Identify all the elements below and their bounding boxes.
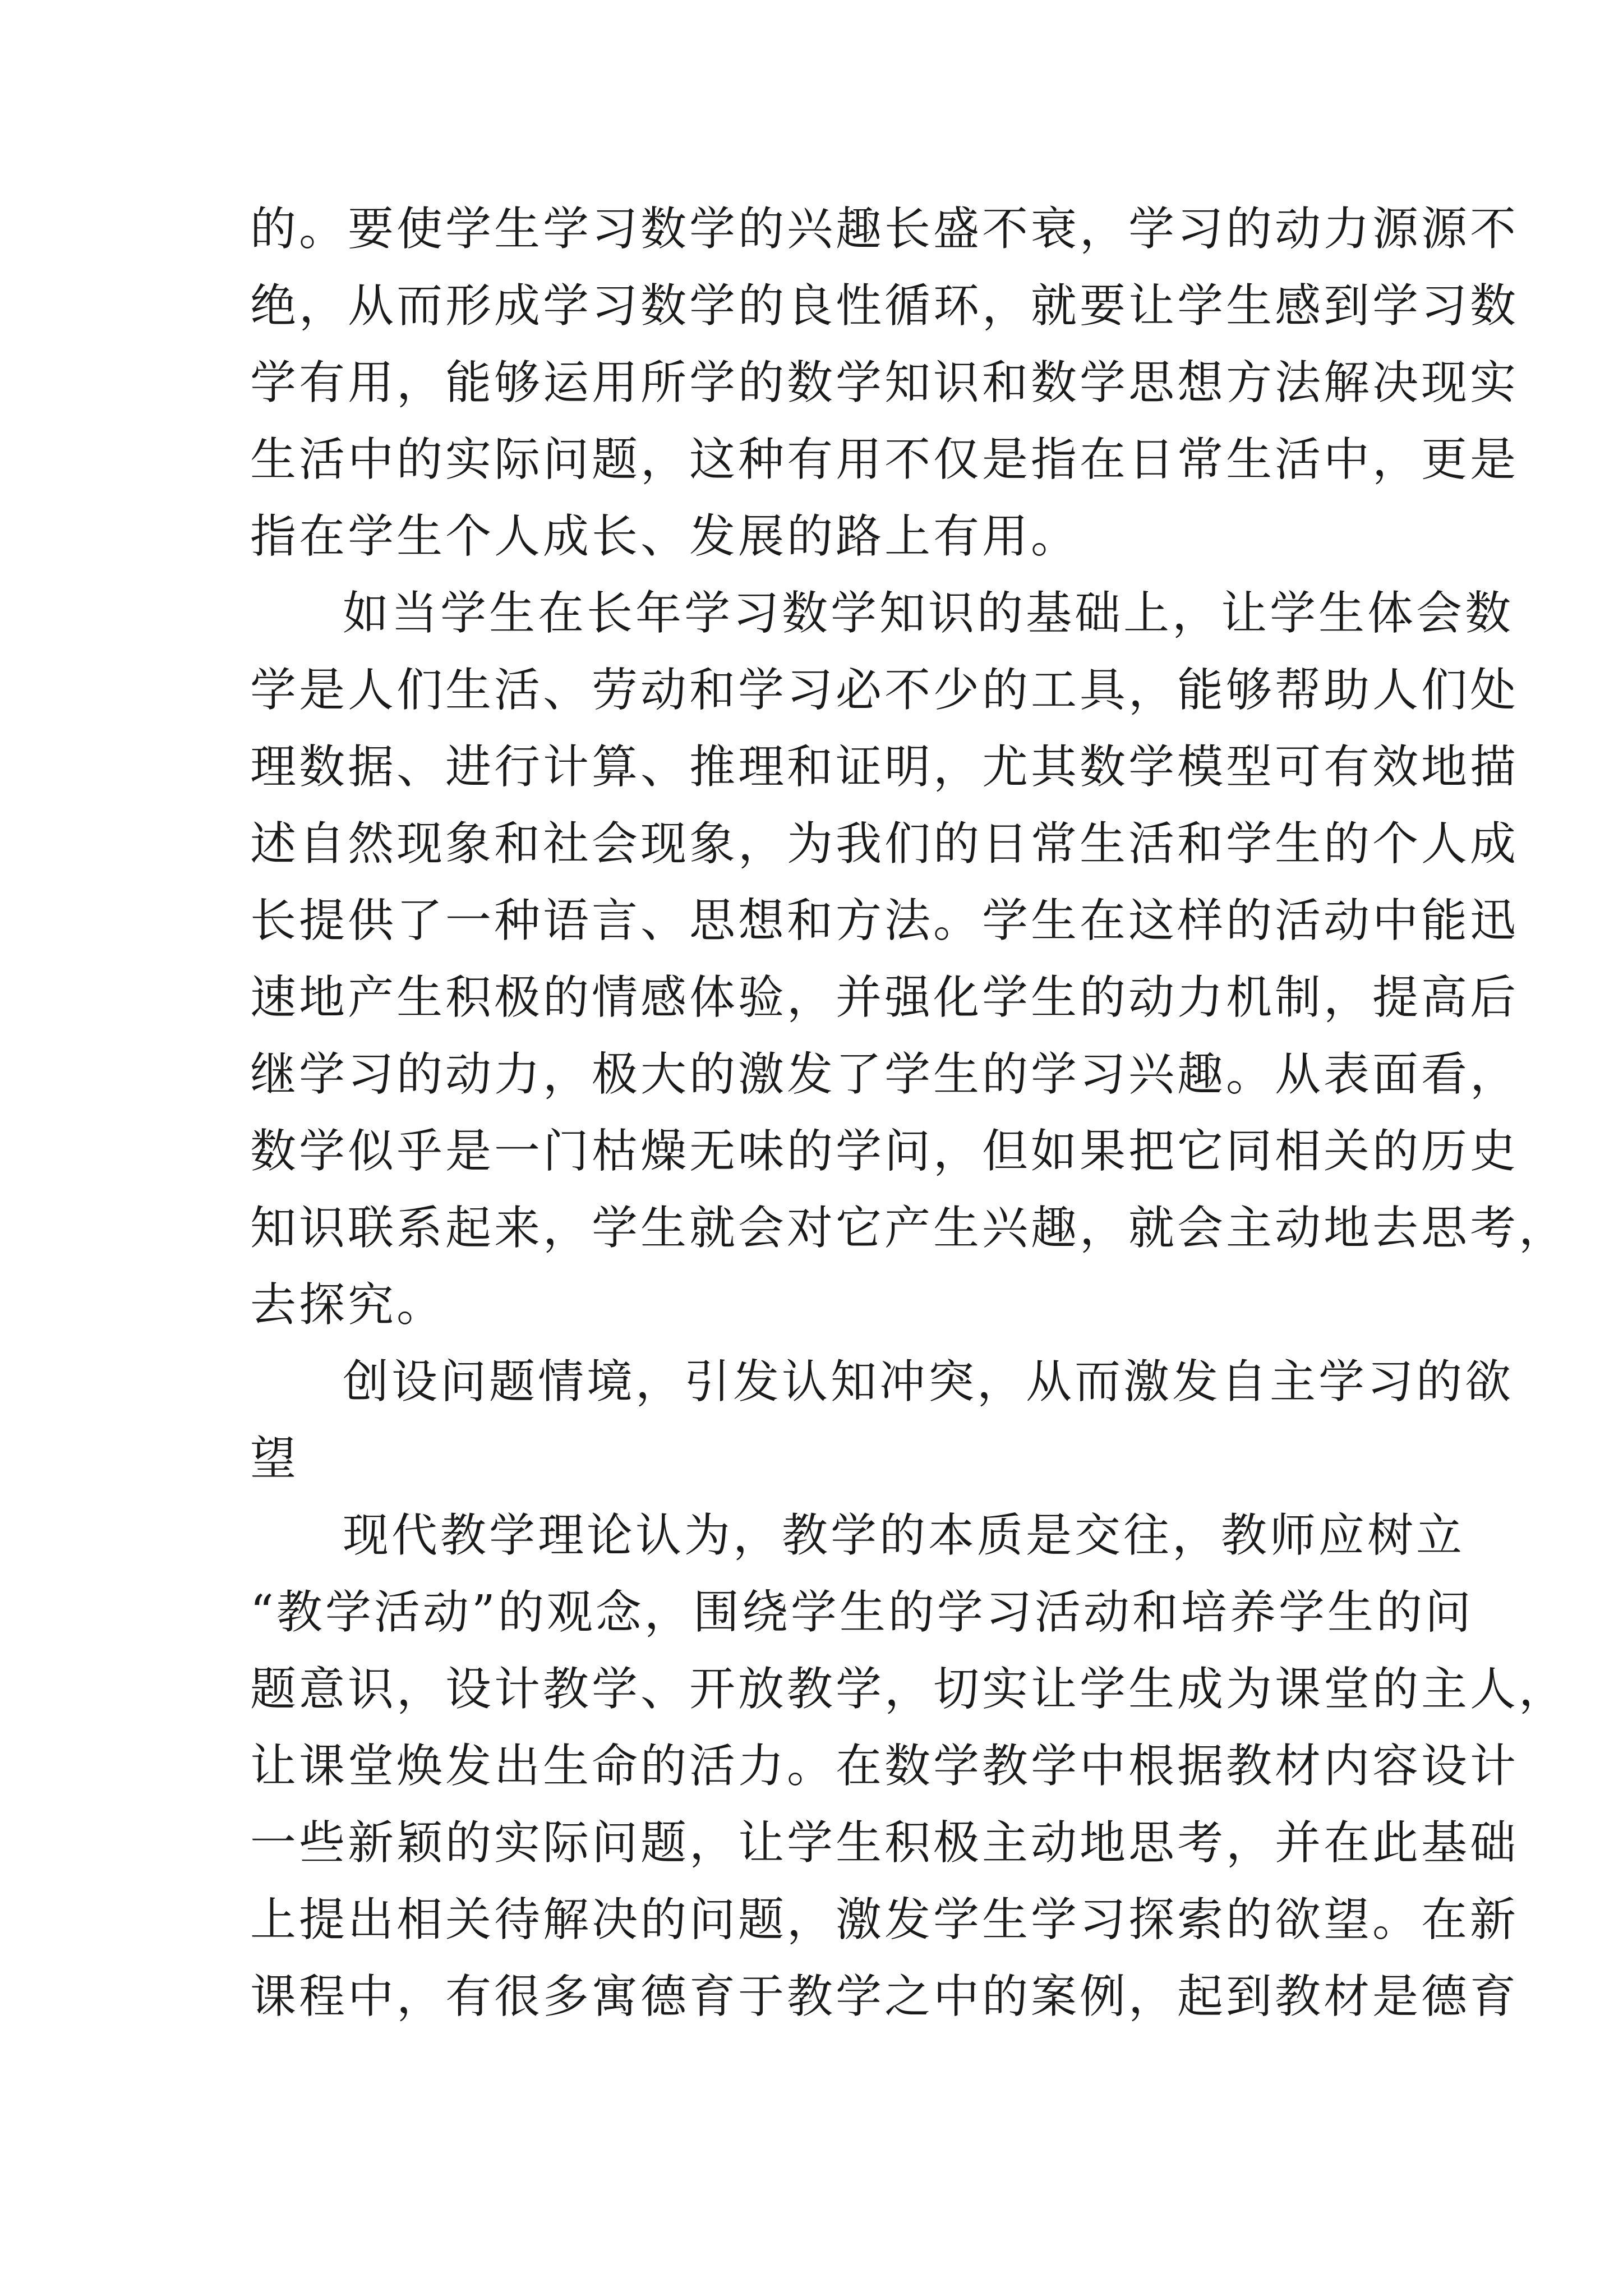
text-line: 理数据、进行计算、推理和证明，尤其数学模型可有效地描: [250, 740, 1519, 794]
text-line: 知识联系起来，学生就会对它产生兴趣，就会主动地去思考，: [250, 1202, 1568, 1255]
text-line: 现代教学理论认为，教学的本质是交往，教师应树立: [343, 1509, 1465, 1562]
text-line: “教学活动”的观念，围绕学生的学习活动和培养学生的问: [250, 1586, 1474, 1639]
text-line: 学有用，能够运用所学的数学知识和数学思想方法解决现实: [250, 356, 1519, 409]
text-line: 课程中，有很多寓德育于教学之中的案例，起到教材是德育: [250, 1970, 1519, 2023]
text-line: 绝，从而形成学习数学的良性循环，就要让学生感到学习数: [250, 279, 1519, 333]
text-line: 上提出相关待解决的问题，激发学生学习探索的欲望。在新: [250, 1893, 1519, 1947]
text-line: 望: [250, 1432, 299, 1485]
text-line: 继学习的动力，极大的激发了学生的学习兴趣。从表面看，: [250, 1048, 1519, 1101]
text-line: 生活中的实际问题，这种有用不仅是指在日常生活中，更是: [250, 433, 1519, 486]
text-line: 去探究。: [250, 1278, 446, 1332]
text-line: 长提供了一种语言、思想和方法。学生在这样的活动中能迅: [250, 894, 1519, 947]
text-line: 述自然现象和社会现象，为我们的日常生活和学生的个人成: [250, 817, 1519, 871]
text-line: 学是人们生活、劳动和学习必不少的工具，能够帮助人们处: [250, 664, 1519, 717]
text-line: 速地产生积极的情感体验，并强化学生的动力机制，提高后: [250, 971, 1519, 1024]
document-body: [250, 191, 1568, 2035]
text-line: 创设问题情境，引发认知冲突，从而激发自主学习的欲: [343, 1355, 1514, 1409]
text-line: 的。要使学生学习数学的兴趣长盛不衰，学习的动力源源不: [250, 203, 1519, 256]
text-line: 如当学生在长年学习数学知识的基础上，让学生体会数: [343, 587, 1514, 640]
text-line: 数学似乎是一门枯燥无味的学问，但如果把它同相关的历史: [250, 1125, 1519, 1178]
text-line: 指在学生个人成长、发展的路上有用。: [250, 510, 1080, 563]
text-line: 一些新颖的实际问题，让学生积极主动地思考，并在此基础: [250, 1816, 1519, 1870]
text-line: 题意识，设计教学、开放教学，切实让学生成为课堂的主人，: [250, 1663, 1568, 1716]
text-line: 让课堂焕发出生命的活力。在数学教学中根据教材内容设计: [250, 1740, 1519, 1793]
